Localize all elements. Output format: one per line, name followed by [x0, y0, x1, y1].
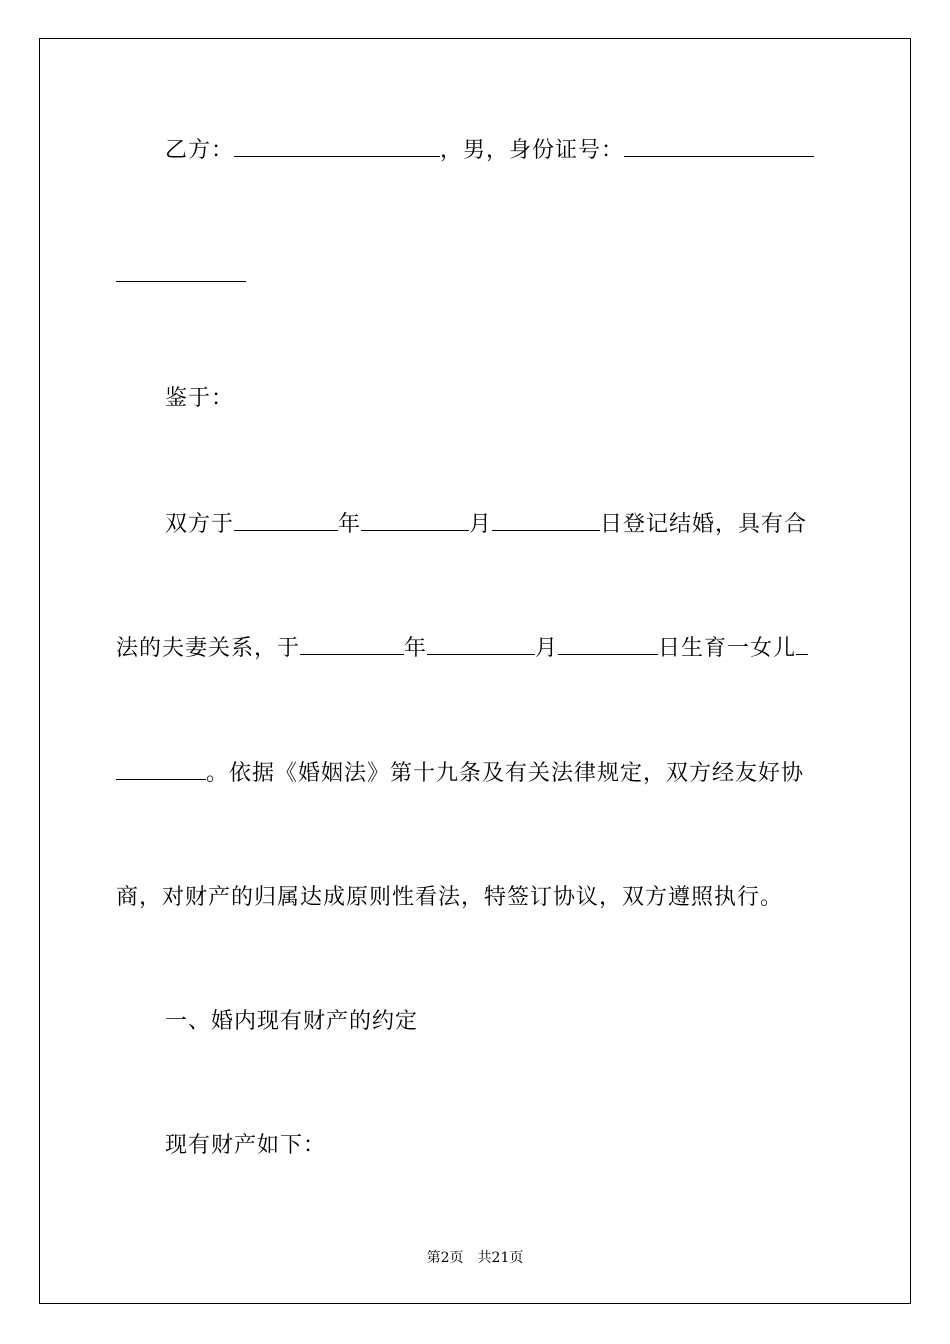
marriage-day-field[interactable] — [492, 510, 600, 531]
birth-line — [116, 634, 836, 664]
party-b-gender-id-label: ，男，身份证号： — [440, 138, 625, 163]
law-line — [116, 759, 836, 789]
law-text: 。依据《婚姻法》第十九条及有关法律规定，双方经友好协 — [206, 761, 805, 786]
party-b-id-field-continued — [116, 261, 836, 291]
party-b-line — [116, 136, 836, 166]
marriage-year-field[interactable] — [234, 510, 338, 531]
party-b-name-field[interactable] — [234, 136, 440, 157]
party-b-label: 乙方： — [165, 138, 235, 163]
section-1-heading — [116, 1007, 836, 1037]
marriage-month-label: 月 — [469, 512, 493, 537]
birth-month-field[interactable] — [427, 634, 535, 655]
page-current: 第2页 — [426, 1250, 464, 1266]
agreement-line — [116, 883, 836, 913]
birth-year-field[interactable] — [300, 634, 404, 655]
birth-text-end: 日生育一女儿 — [658, 636, 797, 661]
page-border — [39, 38, 911, 1304]
section-1-title: 一、婚内现有财产的约定 — [165, 1009, 419, 1034]
birth-day-field[interactable] — [558, 634, 658, 655]
given-text: 鉴于： — [165, 386, 235, 411]
page-total: 共21页 — [477, 1250, 524, 1266]
page-footer — [0, 1247, 950, 1267]
marriage-line — [116, 510, 836, 540]
marriage-text-start: 双方于 — [165, 512, 235, 537]
daughter-name-field-cont[interactable] — [116, 759, 206, 780]
birth-month-label: 月 — [535, 636, 559, 661]
marriage-text-end: 日登记结婚，具有合 — [600, 512, 808, 537]
birth-year-label: 年 — [404, 636, 428, 661]
party-b-id-field-cont[interactable] — [116, 261, 246, 282]
birth-text-start: 法的夫妻关系，于 — [116, 636, 301, 661]
party-b-id-field[interactable] — [624, 136, 814, 157]
marriage-month-field[interactable] — [361, 510, 469, 531]
property-intro-text: 现有财产如下： — [165, 1133, 327, 1158]
given-heading — [116, 384, 836, 414]
marriage-year-label: 年 — [338, 512, 362, 537]
property-intro-line — [116, 1131, 836, 1161]
daughter-name-field[interactable] — [796, 634, 808, 655]
agreement-text: 商，对财产的归属达成原则性看法，特签订协议，双方遵照执行。 — [116, 885, 784, 910]
